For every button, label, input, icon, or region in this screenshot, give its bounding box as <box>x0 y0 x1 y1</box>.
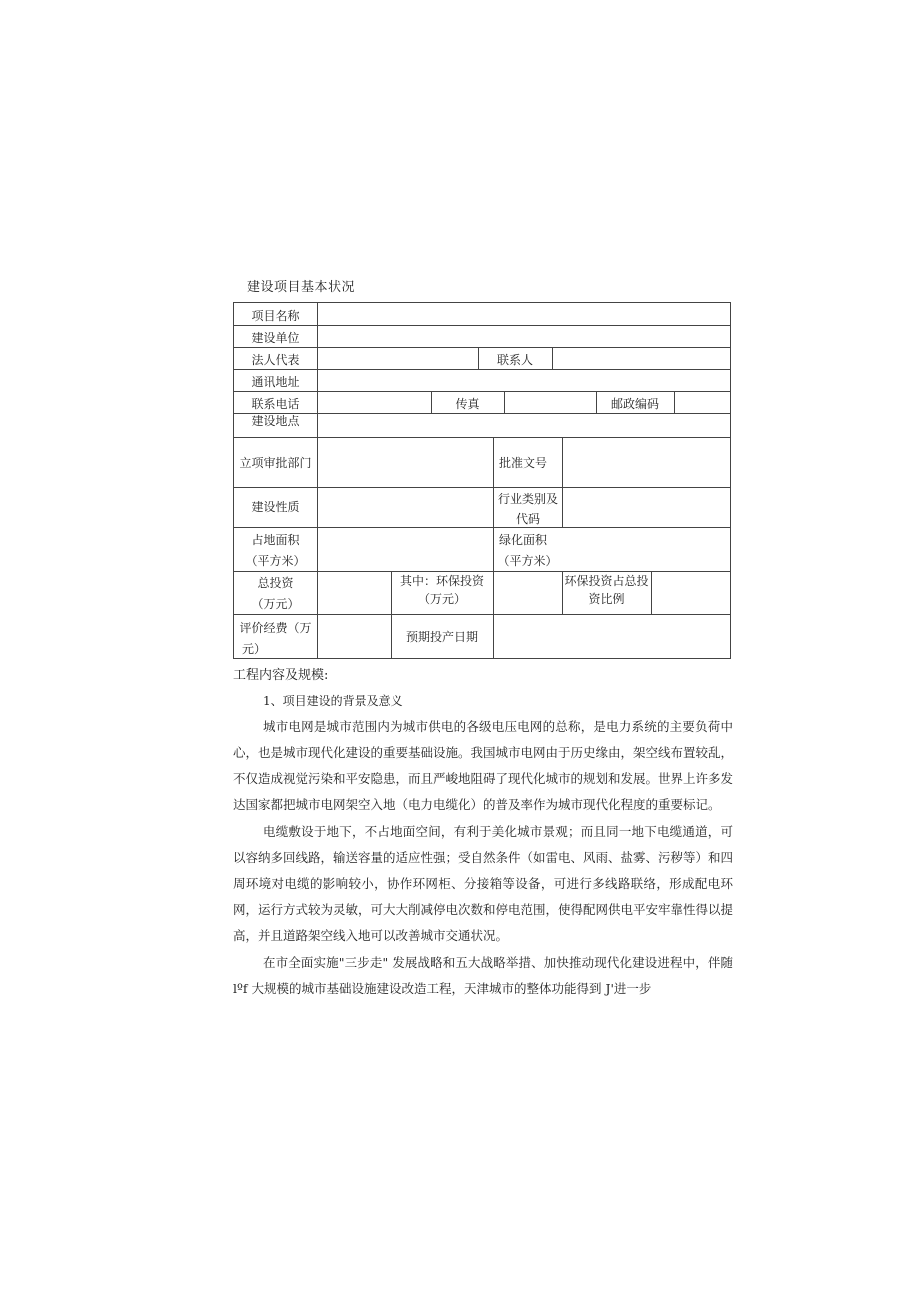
label-phone: 联系电话 <box>251 397 300 411</box>
label-green-1: 绿化面积 <box>498 533 547 547</box>
label-green-2: （平方米） <box>497 554 558 568</box>
label-builder: 建设单位 <box>251 331 300 345</box>
label-contact: 联系人 <box>496 353 533 367</box>
label-fax: 传真 <box>455 397 480 411</box>
paragraph-3 <box>233 950 733 1002</box>
section-sub-heading: 1、项目建设的背景及意义 <box>263 694 403 708</box>
label-invest-1: 总投资 <box>257 576 294 590</box>
label-legal-rep: 法人代表 <box>251 353 300 367</box>
label-invest-2: （万元） <box>251 597 300 611</box>
label-address: 通讯地址 <box>251 375 300 389</box>
paragraph-3-text: 在市全面实施"三步走" 发展战略和五大战略举措、加快推动现代化建设进程中，伴随lºf 大规模的城市基础设施建设改造工程，天津城市的整体功能得到 J'进一步 <box>233 955 733 996</box>
label-location: 建设地点 <box>251 414 300 428</box>
label-env-invest-1: 其中：环保投资 <box>399 574 484 588</box>
label-start-date: 预期投产日期 <box>405 630 478 644</box>
label-eval-fee-1: 评价经费（万 <box>239 621 312 635</box>
label-project-name: 项目名称 <box>251 309 300 323</box>
label-area-2: （平方米） <box>245 554 306 568</box>
label-eval-fee-2: 元） <box>241 642 266 656</box>
section-heading: 工程内容及规模: <box>233 668 329 683</box>
label-env-invest-2: （万元） <box>417 592 466 606</box>
paragraph-1 <box>233 714 733 818</box>
paragraph-2-text: 电缆敷设于地下，不占地面空间，有利于美化城市景观；而且同一地下电缆通道，可以容纳多回线路，输送容量的适应性强；受自然条件（如雷电、风雨、盐雾、污秽等）和四周环境对电缆的影响较小，协作环网柜、分接箱等设备，可进行多线路联络，形成配电环网，运行方式较为灵敏，可大大削减停电次数和停电范围，使得配网供电平安牢靠性得以提高，并且道路架空线入地可以改善城市交通状况。 <box>233 824 734 943</box>
label-env-ratio-1: 环保投资占总投 <box>564 574 649 588</box>
label-approval-no: 批准文号 <box>498 456 547 470</box>
label-approval-dept: 立项审批部门 <box>239 456 312 470</box>
label-area-1: 占地面积 <box>251 533 300 547</box>
label-industry: 行业类别及代码 <box>497 492 558 526</box>
form-title: 建设项目基本状况 <box>247 280 356 295</box>
label-postcode: 邮政编码 <box>610 397 659 411</box>
label-env-ratio-2: 资比例 <box>588 592 625 606</box>
project-info-table <box>233 302 731 659</box>
paragraph-2 <box>233 819 733 949</box>
label-nature: 建设性质 <box>251 500 300 514</box>
paragraph-1-text: 城市电网是城市范围内为城市供电的各级电压电网的总称，是电力系统的主要负荷中心，也是城市现代化建设的重要基础设施。我国城市电网由于历史缘由，架空线布置较乱，不仅造成视觉污染和平安隐患，而且严峻地阻碍了现代化城市的规划和发展。世界上许多发达国家都把城市电网架空入地（电力电缆化）的普及率作为城市现代化程度的重要标记。 <box>233 719 734 812</box>
